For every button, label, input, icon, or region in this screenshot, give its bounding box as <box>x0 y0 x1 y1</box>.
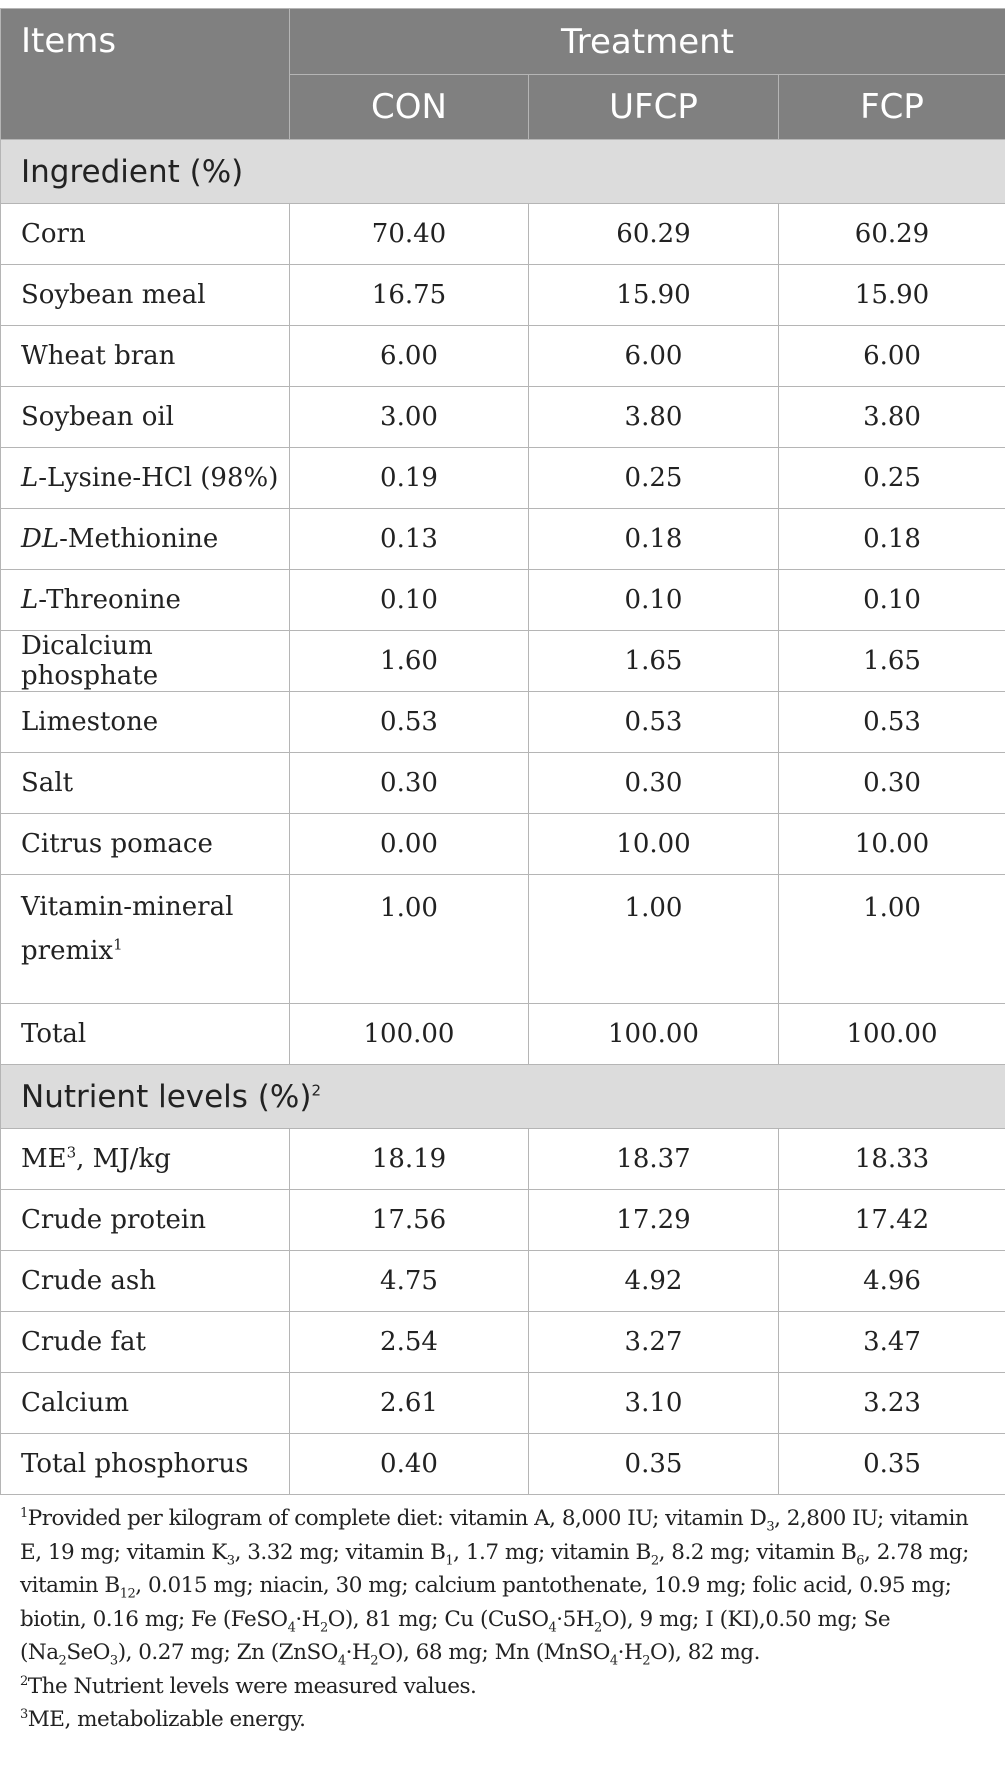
cell-ufcp: 0.10 <box>529 570 779 631</box>
cell-con: 4.75 <box>290 1251 529 1312</box>
cell-fcp: 0.35 <box>779 1434 1005 1495</box>
row-label-line1: Vitamin-mineral <box>21 892 234 922</box>
section-row-ingredient <box>1 140 1005 204</box>
row-label-text: ME <box>21 1144 67 1174</box>
row-label: Total <box>1 1004 290 1065</box>
cell-con: 1.60 <box>290 631 529 692</box>
row-label: Limestone <box>1 692 290 753</box>
cell-con: 0.19 <box>290 448 529 509</box>
footnote-marker: 1 <box>113 935 123 954</box>
cell-fcp: 15.90 <box>779 265 1005 326</box>
row-label <box>1 875 290 1004</box>
cell-fcp: 4.96 <box>779 1251 1005 1312</box>
cell-fcp: 18.33 <box>779 1129 1005 1190</box>
subscript: 2 <box>370 1653 378 1669</box>
subscript: 2 <box>319 1619 328 1635</box>
cell-con: 0.00 <box>290 814 529 875</box>
row-label-text: -Methionine <box>59 524 219 554</box>
cell-con: 0.30 <box>290 753 529 814</box>
subscript: 2 <box>650 1552 659 1568</box>
cell-con: 3.00 <box>290 387 529 448</box>
cell-con: 17.56 <box>290 1190 529 1251</box>
table-row <box>1 692 1005 753</box>
cell-fcp: 0.25 <box>779 448 1005 509</box>
subscript: 2 <box>642 1653 651 1669</box>
row-label: Citrus pomace <box>1 814 290 875</box>
table-row <box>1 509 1005 570</box>
subscript: 4 <box>609 1653 618 1669</box>
cell-ufcp: 18.37 <box>529 1129 779 1190</box>
footnote-text: ·5H <box>556 1606 595 1632</box>
cell-ufcp: 0.53 <box>529 692 779 753</box>
table-container <box>0 8 1005 1495</box>
table-row <box>1 1434 1005 1495</box>
cell-fcp: 3.23 <box>779 1373 1005 1434</box>
subscript: 3 <box>766 1519 775 1535</box>
subscript: 2 <box>58 1653 67 1669</box>
cell-fcp: 10.00 <box>779 814 1005 875</box>
footnote-text: ·H <box>345 1640 371 1665</box>
cell-ufcp: 3.10 <box>529 1373 779 1434</box>
cell-con: 18.19 <box>290 1129 529 1190</box>
row-label-text: -Threonine <box>38 585 181 615</box>
row-label-text: -Lysine-HCl (98%) <box>38 463 279 493</box>
row-label: Dicalcium phosphate <box>1 631 290 692</box>
table-row <box>1 265 1005 326</box>
footnotes <box>20 1502 995 1737</box>
cell-fcp: 17.42 <box>779 1190 1005 1251</box>
row-label: Wheat bran <box>1 326 290 387</box>
cell-con: 6.00 <box>290 326 529 387</box>
section-title: Ingredient (%) <box>1 140 1005 204</box>
cell-fcp: 0.18 <box>779 509 1005 570</box>
footnote-text: , 0.015 mg; niacin, 30 mg; calcium pantothenate, 10.9 mg; folic acid, 0.95 mg; biotin, 0.16 mg; Fe (FeSO <box>20 1573 952 1632</box>
cell-fcp: 0.10 <box>779 570 1005 631</box>
footnote-text: O), 82 mg. <box>650 1640 760 1665</box>
cell-con: 100.00 <box>290 1004 529 1065</box>
diet-composition-table <box>0 8 1005 1495</box>
table-row <box>1 204 1005 265</box>
footnote-text: SeO <box>66 1640 110 1665</box>
footnote-marker: 3 <box>20 1706 28 1722</box>
table-row <box>1 631 1005 692</box>
table-row <box>1 448 1005 509</box>
section-row-nutrient <box>1 1065 1005 1129</box>
cell-ufcp: 3.27 <box>529 1312 779 1373</box>
section-title <box>1 1065 1005 1129</box>
footnote-marker: 1 <box>20 1505 28 1521</box>
table-row <box>1 814 1005 875</box>
footnote-text: The Nutrient levels were measured values. <box>27 1673 477 1699</box>
row-label <box>1 1129 290 1190</box>
cell-fcp: 3.80 <box>779 387 1005 448</box>
footnote-text: , 8.2 mg; vitamin B <box>658 1539 857 1565</box>
cell-con: 2.54 <box>290 1312 529 1373</box>
cell-fcp: 100.00 <box>779 1004 1005 1065</box>
table-row <box>1 753 1005 814</box>
section-title-text: Nutrient levels (%) <box>21 1078 312 1115</box>
cell-fcp: 1.00 <box>779 875 1005 1004</box>
footnote-text: ·H <box>295 1606 320 1632</box>
column-header-fcp: FCP <box>779 75 1005 140</box>
cell-ufcp: 10.00 <box>529 814 779 875</box>
row-label: Soybean meal <box>1 265 290 326</box>
row-label: Crude ash <box>1 1251 290 1312</box>
cell-con: 0.10 <box>290 570 529 631</box>
cell-ufcp: 1.65 <box>529 631 779 692</box>
table-row <box>1 1190 1005 1251</box>
cell-ufcp: 0.30 <box>529 753 779 814</box>
table-header <box>1 9 1005 140</box>
subscript: 4 <box>337 1653 346 1669</box>
cell-fcp: 6.00 <box>779 326 1005 387</box>
italic-prefix: DL <box>21 524 60 554</box>
row-label: Crude protein <box>1 1190 290 1251</box>
table-row <box>1 1129 1005 1190</box>
row-label <box>1 448 290 509</box>
subscript: 6 <box>856 1552 865 1568</box>
footnote-1 <box>20 1502 995 1670</box>
subscript: 12 <box>119 1586 136 1602</box>
row-label: Calcium <box>1 1373 290 1434</box>
cell-con: 0.53 <box>290 692 529 753</box>
cell-fcp: 0.53 <box>779 692 1005 753</box>
cell-fcp: 1.65 <box>779 631 1005 692</box>
cell-ufcp: 3.80 <box>529 387 779 448</box>
footnote-text: ME, metabolizable energy. <box>27 1707 306 1732</box>
row-label: Corn <box>1 204 290 265</box>
cell-ufcp: 15.90 <box>529 265 779 326</box>
row-label: Soybean oil <box>1 387 290 448</box>
italic-prefix: L <box>21 463 39 493</box>
cell-ufcp: 6.00 <box>529 326 779 387</box>
footnote-text: O), 68 mg; Mn (MnSO <box>377 1640 610 1665</box>
cell-ufcp: 1.00 <box>529 875 779 1004</box>
table-row <box>1 387 1005 448</box>
cell-fcp: 0.30 <box>779 753 1005 814</box>
footnote-text: Provided per kilogram of complete diet: vitamin A, 8,000 IU; vitamin D <box>27 1506 767 1531</box>
cell-con: 0.40 <box>290 1434 529 1495</box>
footnote-text: , 3.32 mg; vitamin B <box>234 1539 446 1565</box>
table-row <box>1 570 1005 631</box>
footnote-marker: 2 <box>311 1081 321 1100</box>
footnote-text: , 2.78 mg; vitamin B <box>20 1539 969 1598</box>
subscript: 3 <box>226 1552 235 1568</box>
row-label-line2: premix <box>21 936 114 966</box>
cell-ufcp: 100.00 <box>529 1004 779 1065</box>
column-header-ufcp: UFCP <box>529 75 779 140</box>
footnote-3 <box>20 1703 995 1737</box>
italic-prefix: L <box>21 585 39 615</box>
cell-ufcp: 0.25 <box>529 448 779 509</box>
cell-ufcp: 0.18 <box>529 509 779 570</box>
row-label <box>1 509 290 570</box>
cell-fcp: 3.47 <box>779 1312 1005 1373</box>
footnote-text: , 2,800 IU; vitamin E, 19 mg; vitamin K <box>20 1506 969 1565</box>
cell-con: 1.00 <box>290 875 529 1004</box>
items-header: Items <box>1 9 290 140</box>
row-label: Salt <box>1 753 290 814</box>
subscript: 1 <box>445 1552 454 1568</box>
subscript: 4 <box>287 1619 296 1635</box>
subscript: 2 <box>594 1619 602 1635</box>
table-row <box>1 1004 1005 1065</box>
cell-con: 2.61 <box>290 1373 529 1434</box>
row-label <box>1 570 290 631</box>
subscript: 3 <box>109 1653 118 1669</box>
footnote-marker: 3 <box>66 1143 77 1162</box>
table-row <box>1 326 1005 387</box>
subscript: 4 <box>548 1619 557 1635</box>
cell-ufcp: 60.29 <box>529 204 779 265</box>
table-row <box>1 1312 1005 1373</box>
table-row <box>1 875 1005 1004</box>
row-label-suffix: , MJ/kg <box>76 1144 171 1174</box>
cell-con: 16.75 <box>290 265 529 326</box>
cell-fcp: 60.29 <box>779 204 1005 265</box>
cell-con: 0.13 <box>290 509 529 570</box>
footnote-text: O), 81 mg; Cu (CuSO <box>327 1606 549 1632</box>
footnote-text: , 1.7 mg; vitamin B <box>453 1539 651 1565</box>
footnote-text: ), 0.27 mg; Zn (ZnSO <box>117 1640 338 1665</box>
column-header-con: CON <box>290 75 529 140</box>
footnote-text: O), 9 mg; I (KI),0.50 mg; Se (Na <box>20 1606 891 1665</box>
footnote-marker: 2 <box>20 1673 28 1689</box>
footnote-text: ·H <box>617 1640 643 1665</box>
cell-ufcp: 4.92 <box>529 1251 779 1312</box>
cell-ufcp: 0.35 <box>529 1434 779 1495</box>
row-label: Total phosphorus <box>1 1434 290 1495</box>
cell-con: 70.40 <box>290 204 529 265</box>
cell-ufcp: 17.29 <box>529 1190 779 1251</box>
footnote-2 <box>20 1670 995 1704</box>
row-label: Crude fat <box>1 1312 290 1373</box>
table-row <box>1 1373 1005 1434</box>
table-row <box>1 1251 1005 1312</box>
treatment-header: Treatment <box>290 9 1005 75</box>
